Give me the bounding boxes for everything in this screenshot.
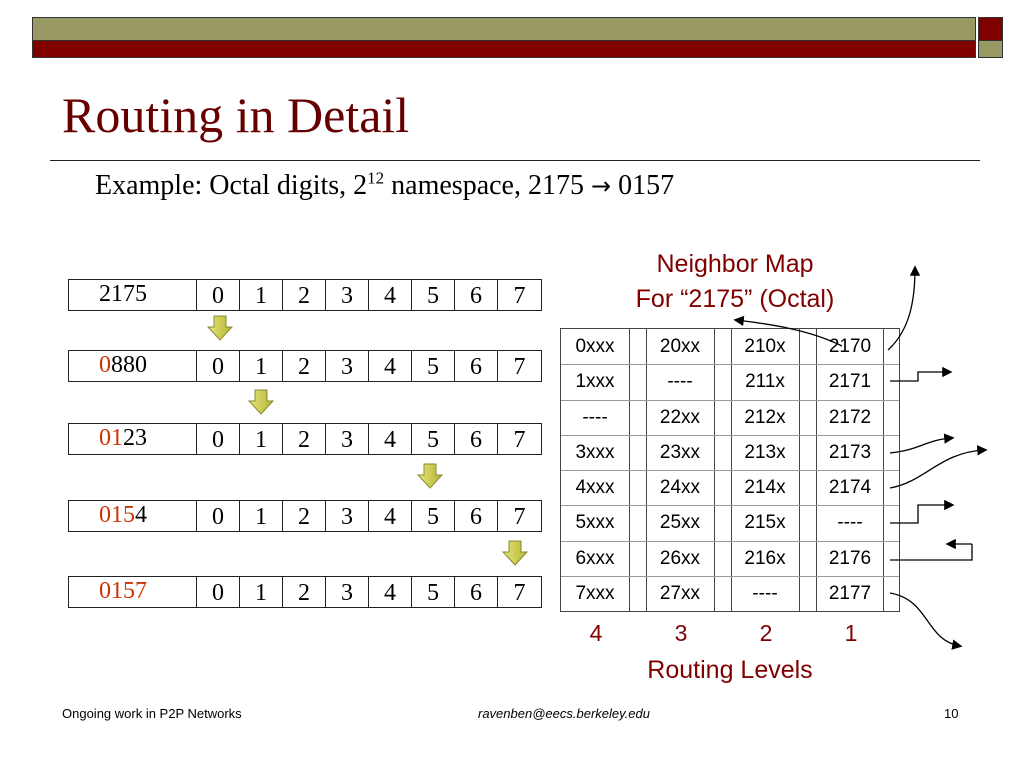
digit-cell: 0 [197, 351, 240, 381]
remaining-digits: 23 [123, 425, 147, 451]
slide-subtitle [95, 170, 674, 202]
digit-cell: 4 [369, 424, 412, 454]
matched-prefix: 01 [99, 425, 123, 451]
digit-cell: 4 [369, 577, 412, 607]
digit-cell: 1 [240, 351, 283, 381]
digit-cell: 1 [240, 424, 283, 454]
neighbor-map-cell: 25xx [659, 512, 701, 534]
matched-prefix: 0157 [99, 578, 147, 604]
neighbor-map-cell: 2170 [828, 336, 872, 357]
digit-cell: 6 [455, 424, 498, 454]
remaining-digits: 2175 [99, 281, 147, 307]
neighbor-map-cell: 215x [744, 512, 786, 534]
neighbor-map-cell: 3xxx [575, 441, 615, 463]
digit-cell: 3 [326, 501, 369, 531]
routing-level-number: 1 [844, 620, 858, 646]
routing-row [68, 423, 542, 455]
digit-cell: 7 [513, 580, 526, 606]
neighbor-map-cell: 216x [744, 547, 786, 569]
remaining-digits: 880 [111, 352, 147, 378]
connector-arrows [730, 260, 1024, 660]
neighbor-map-cell: 24xx [659, 477, 701, 498]
neighbor-map-cell: 210x [744, 336, 786, 357]
digit-cell: 0 [197, 280, 240, 310]
routing-row [68, 350, 542, 382]
remaining-digits: 4 [135, 502, 147, 528]
subtitle-post: 0157 [611, 170, 675, 201]
neighbor-map-cell: 5xxx [575, 512, 615, 534]
neighbor-map-cell: 4xxx [575, 477, 615, 498]
digit-cell: 4 [369, 351, 412, 381]
footer-center: ravenben@eecs.berkeley.edu [478, 706, 650, 721]
neighbor-map-cell: ---- [582, 406, 608, 428]
routing-level-number: 2 [759, 620, 773, 646]
down-arrow-icon [207, 315, 233, 341]
digit-cell: 5 [412, 424, 455, 454]
neighbor-map-cell: 2177 [828, 582, 872, 604]
header-bar-olive [32, 17, 976, 41]
right-arrow-icon: → [591, 172, 612, 200]
digit-cell: 0 [197, 577, 240, 607]
subtitle-pre: Example: Octal digits, 2 [95, 170, 368, 201]
neighbor-map-cell: 20xx [659, 336, 701, 357]
digit-cell: 6 [455, 280, 498, 310]
footer-left: Ongoing work in P2P Networks [62, 706, 242, 721]
digit-cell: 0 [197, 501, 240, 531]
routing-level-number: 3 [674, 620, 688, 646]
digit-cell: 3 [326, 424, 369, 454]
neighbor-map-cell: 23xx [659, 441, 701, 463]
neighbor-map-cell: 2174 [828, 477, 872, 498]
matched-prefix: 015 [99, 502, 135, 528]
digit-cell: 2 [283, 351, 326, 381]
neighbor-map-cell: 22xx [659, 406, 701, 428]
routing-level-number: 4 [589, 620, 603, 646]
neighbor-map-cell: 212x [744, 406, 786, 428]
digit-cell: 5 [412, 501, 455, 531]
digit-cell: 5 [412, 351, 455, 381]
digit-cell: 6 [455, 577, 498, 607]
digit-cell: 1 [240, 577, 283, 607]
neighbor-map-cell: ---- [667, 371, 693, 393]
digit-cell: 6 [455, 351, 498, 381]
subtitle-mid: namespace, 2175 [384, 170, 591, 201]
node-id-cell [69, 577, 197, 607]
routing-row [68, 500, 542, 532]
digit-cell: 4 [369, 501, 412, 531]
neighbor-map-cell: ---- [752, 582, 778, 604]
header-bar-maroon [32, 41, 976, 58]
digit-cell: 2 [283, 280, 326, 310]
digit-cell: 3 [326, 351, 369, 381]
node-id-cell [69, 424, 197, 454]
neighbor-map-cell: 214x [744, 477, 786, 498]
down-arrow-icon [248, 389, 274, 415]
digit-cell: 3 [326, 280, 369, 310]
digit-cell: 7 [513, 427, 526, 453]
neighbor-map-cell: 26xx [659, 547, 701, 569]
down-arrow-icon [502, 540, 528, 566]
neighbor-map-cell: 213x [744, 441, 786, 463]
digit-cell: 2 [283, 424, 326, 454]
digit-cell: 7 [513, 354, 526, 380]
title-rule [50, 160, 980, 161]
subtitle-exponent: 12 [367, 168, 385, 188]
digit-cell: 1 [240, 280, 283, 310]
node-id-cell [69, 280, 197, 310]
neighbor-map-cell: 2176 [828, 547, 872, 569]
digit-cell: 0 [197, 424, 240, 454]
digit-cell: 5 [412, 280, 455, 310]
digit-cell: 2 [283, 501, 326, 531]
footer-page-number: 10 [944, 706, 959, 721]
neighbor-map-cell: 2173 [828, 441, 872, 463]
digit-cell: 2 [283, 577, 326, 607]
digit-cell: 6 [455, 501, 498, 531]
digit-cell: 5 [412, 577, 455, 607]
node-id-cell [69, 501, 197, 531]
neighbor-map-cell: 211x [745, 371, 785, 393]
matched-prefix: 0 [99, 352, 111, 378]
neighbor-map-cell: 1xxx [575, 371, 615, 393]
digit-cell: 7 [513, 504, 526, 530]
routing-row [68, 576, 542, 608]
down-arrow-icon [417, 463, 443, 489]
neighbor-map-title-line1: Neighbor Map [656, 250, 814, 278]
header-square-top [978, 17, 1003, 41]
digit-cell: 4 [369, 280, 412, 310]
digit-cell: 3 [326, 577, 369, 607]
neighbor-map-cell: 0xxx [575, 336, 615, 357]
digit-cell: 1 [240, 501, 283, 531]
neighbor-map-cell: 7xxx [575, 582, 615, 604]
slide-title: Routing in Detail [62, 87, 410, 143]
neighbor-map-cell: ---- [837, 512, 863, 534]
routing-row [68, 279, 542, 311]
node-id-cell [69, 351, 197, 381]
header-square-bottom [978, 41, 1003, 58]
routing-levels-label: Routing Levels [647, 656, 813, 684]
digit-cell: 7 [513, 283, 526, 309]
neighbor-map-cell: 27xx [659, 582, 701, 604]
neighbor-map-cell: 2171 [828, 371, 872, 393]
neighbor-map-cell: 2172 [828, 406, 872, 428]
neighbor-map-title-line2: For “2175” (Octal) [635, 285, 835, 313]
neighbor-map-cell: 6xxx [575, 547, 615, 569]
